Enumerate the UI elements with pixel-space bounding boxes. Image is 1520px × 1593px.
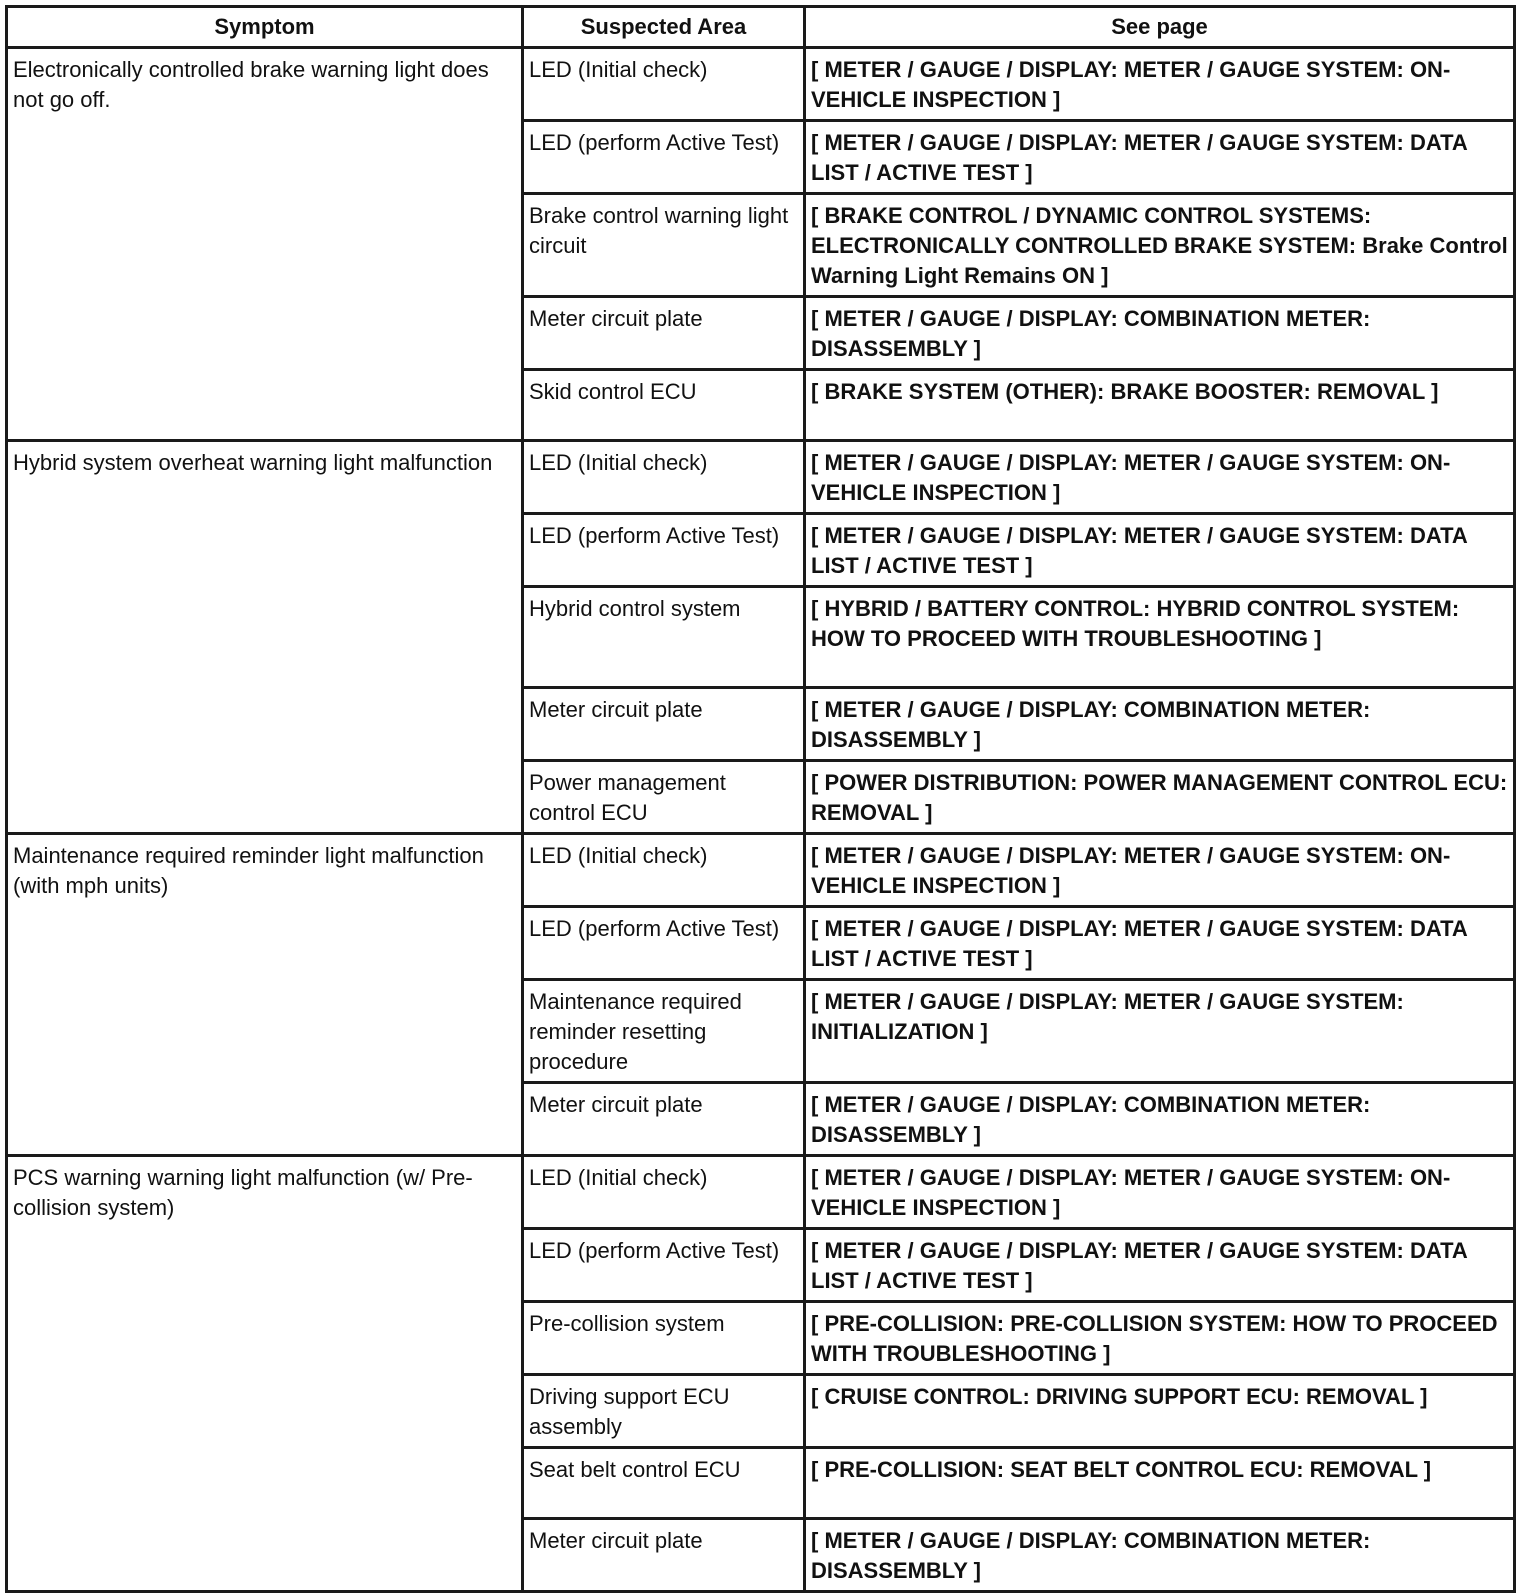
see-page-cell: [ METER / GAUGE / DISPLAY: COMBINATION METER: DISASSEMBLY ] — [805, 688, 1515, 761]
see-page-cell: [ PRE-COLLISION: SEAT BELT CONTROL ECU: REMOVAL ] — [805, 1448, 1515, 1519]
suspected-area-cell: LED (perform Active Test) — [523, 1229, 805, 1302]
suspected-area-cell: Pre-collision system — [523, 1302, 805, 1375]
see-page-cell: [ METER / GAUGE / DISPLAY: METER / GAUGE SYSTEM: ON-VEHICLE INSPECTION ] — [805, 1156, 1515, 1229]
suspected-area-cell: Meter circuit plate — [523, 1083, 805, 1156]
table-row — [7, 441, 1515, 514]
symptom-cell: Maintenance required reminder light malfunction (with mph units) — [7, 834, 523, 1156]
suspected-area-cell: Seat belt control ECU — [523, 1448, 805, 1519]
see-page-header: See page — [805, 7, 1515, 48]
table-row — [7, 48, 1515, 121]
suspected-area-cell: LED (Initial check) — [523, 1156, 805, 1229]
suspected-area-cell: Meter circuit plate — [523, 1519, 805, 1592]
see-page-cell: [ CRUISE CONTROL: DRIVING SUPPORT ECU: REMOVAL ] — [805, 1375, 1515, 1448]
suspected-area-cell: Power management control ECU — [523, 761, 805, 834]
see-page-cell: [ METER / GAUGE / DISPLAY: METER / GAUGE SYSTEM: ON-VEHICLE INSPECTION ] — [805, 48, 1515, 121]
see-page-cell: [ METER / GAUGE / DISPLAY: METER / GAUGE SYSTEM: DATA LIST / ACTIVE TEST ] — [805, 514, 1515, 587]
suspected-area-cell: LED (Initial check) — [523, 834, 805, 907]
see-page-cell: [ METER / GAUGE / DISPLAY: METER / GAUGE SYSTEM: DATA LIST / ACTIVE TEST ] — [805, 1229, 1515, 1302]
see-page-cell: [ METER / GAUGE / DISPLAY: COMBINATION METER: DISASSEMBLY ] — [805, 1083, 1515, 1156]
see-page-cell: [ METER / GAUGE / DISPLAY: COMBINATION METER: DISASSEMBLY ] — [805, 297, 1515, 370]
suspected-area-cell: Skid control ECU — [523, 370, 805, 441]
troubleshooting-table — [5, 5, 1516, 1593]
see-page-cell: [ METER / GAUGE / DISPLAY: METER / GAUGE SYSTEM: INITIALIZATION ] — [805, 980, 1515, 1083]
suspected-area-cell: Meter circuit plate — [523, 297, 805, 370]
see-page-cell: [ METER / GAUGE / DISPLAY: COMBINATION METER: DISASSEMBLY ] — [805, 1519, 1515, 1592]
table-row — [7, 1156, 1515, 1229]
see-page-cell: [ BRAKE CONTROL / DYNAMIC CONTROL SYSTEMS: ELECTRONICALLY CONTROLLED BRAKE SYSTEM: Brake Control Warning Light Remains ON ] — [805, 194, 1515, 297]
see-page-cell: [ METER / GAUGE / DISPLAY: METER / GAUGE SYSTEM: DATA LIST / ACTIVE TEST ] — [805, 121, 1515, 194]
symptom-cell: Electronically controlled brake warning light does not go off. — [7, 48, 523, 441]
suspected-area-cell: Driving support ECU assembly — [523, 1375, 805, 1448]
suspected-area-cell: Brake control warning light circuit — [523, 194, 805, 297]
see-page-cell: [ METER / GAUGE / DISPLAY: METER / GAUGE SYSTEM: ON-VEHICLE INSPECTION ] — [805, 441, 1515, 514]
symptom-cell: Hybrid system overheat warning light malfunction — [7, 441, 523, 834]
suspected-area-cell: LED (perform Active Test) — [523, 121, 805, 194]
see-page-cell: [ METER / GAUGE / DISPLAY: METER / GAUGE SYSTEM: DATA LIST / ACTIVE TEST ] — [805, 907, 1515, 980]
see-page-cell: [ POWER DISTRIBUTION: POWER MANAGEMENT CONTROL ECU: REMOVAL ] — [805, 761, 1515, 834]
suspected-area-header: Suspected Area — [523, 7, 805, 48]
suspected-area-cell: Hybrid control system — [523, 587, 805, 688]
see-page-cell: [ METER / GAUGE / DISPLAY: METER / GAUGE SYSTEM: ON-VEHICLE INSPECTION ] — [805, 834, 1515, 907]
see-page-cell: [ BRAKE SYSTEM (OTHER): BRAKE BOOSTER: REMOVAL ] — [805, 370, 1515, 441]
see-page-cell: [ PRE-COLLISION: PRE-COLLISION SYSTEM: HOW TO PROCEED WITH TROUBLESHOOTING ] — [805, 1302, 1515, 1375]
suspected-area-cell: Maintenance required reminder resetting procedure — [523, 980, 805, 1083]
suspected-area-cell: LED (perform Active Test) — [523, 514, 805, 587]
suspected-area-cell: Meter circuit plate — [523, 688, 805, 761]
table-row — [7, 834, 1515, 907]
see-page-cell: [ HYBRID / BATTERY CONTROL: HYBRID CONTROL SYSTEM: HOW TO PROCEED WITH TROUBLESHOOTING ] — [805, 587, 1515, 688]
suspected-area-cell: LED (perform Active Test) — [523, 907, 805, 980]
header-row — [7, 7, 1515, 48]
suspected-area-cell: LED (Initial check) — [523, 48, 805, 121]
suspected-area-cell: LED (Initial check) — [523, 441, 805, 514]
symptom-cell: PCS warning warning light malfunction (w/ Pre-collision system) — [7, 1156, 523, 1592]
symptom-header: Symptom — [7, 7, 523, 48]
